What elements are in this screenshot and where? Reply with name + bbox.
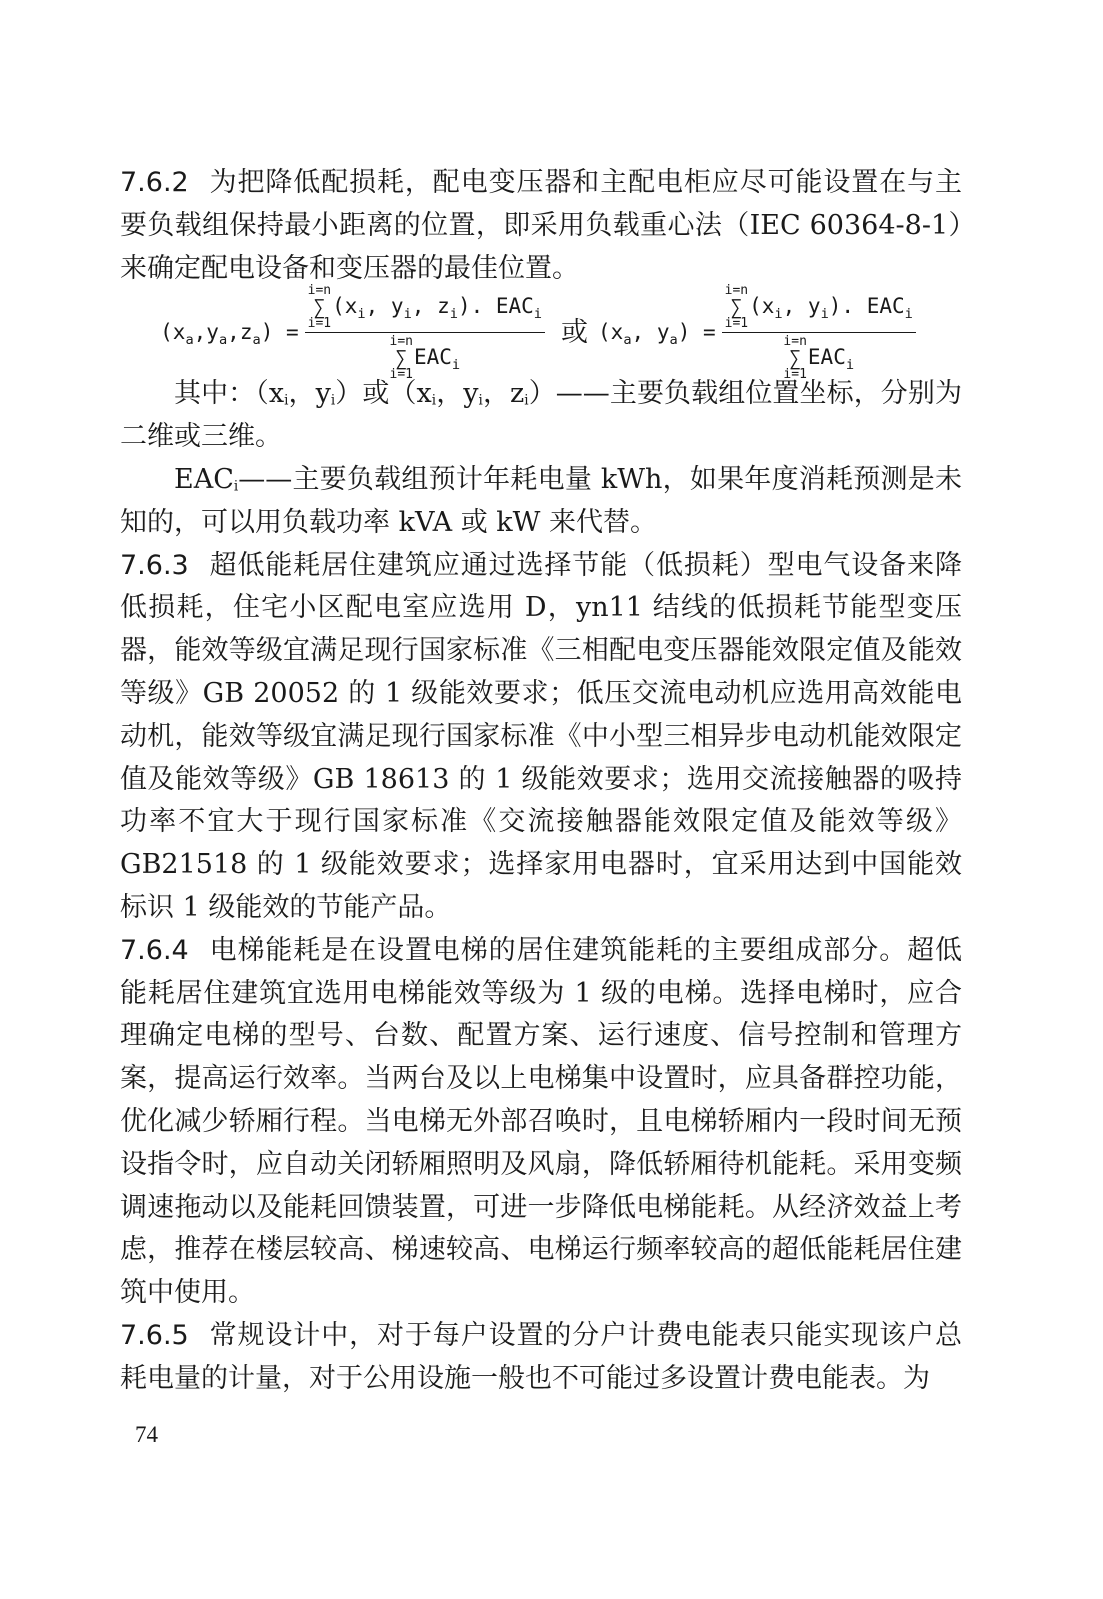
page-number: 74 — [135, 1422, 158, 1447]
clause-number: 7.6.5 — [120, 1319, 189, 1351]
formula-lhs-3d: $(x_a,y_a,z_a)$ = — [160, 320, 299, 349]
load-center-formula — [120, 282, 962, 382]
clause-number: 7.6.4 — [120, 934, 189, 966]
clause-7-6-4 — [120, 930, 962, 1315]
clause-text: 为把降低配损耗，配电变压器和主配电柜应尽可能设置在与主要负载组保持最小距离的位置，即采用负载重心法（IEC 60364-8-1）来确定配电设备和变压器的最佳位置。 — [120, 167, 962, 284]
clause-text: 常规设计中，对于每户设置的分户计费电能表只能实现该户总耗电量的计量，对于公用设施一般也不可能过多设置计费电能表。为 — [120, 1319, 962, 1394]
clause-text: 电梯能耗是在设置电梯的居住建筑能耗的主要组成部分。超低能耗居住建筑宜选用电梯能效等级为 1 级的电梯。选择电梯时，应合理确定电梯的型号、台数、配置方案、运行速度、信号控制和管理方案，提高运行效率。当两台及以上电梯集中设置时，应具备群控功能，优化减少轿厢行程。当电梯无外部召唤时，且电梯轿厢内一段时间无预设指令时，应自动关闭轿厢照明及风扇，降低轿厢待机能耗。采用变频调速拖动以及能耗回馈装置，可进一步降低电梯能耗。从经济效益上考虑，推荐在楼层较高、梯速较高、电梯运行频率较高的超低能耗居住建筑中使用。 — [120, 934, 962, 1309]
formula-fraction-3d — [305, 284, 545, 381]
sum-symbol: i=n ∑ i=1 — [389, 333, 413, 382]
clause-7-6-2 — [120, 162, 962, 290]
formula-fraction-2d — [722, 284, 916, 381]
clause-number: 7.6.2 — [120, 167, 189, 198]
clause-7-6-5 — [120, 1315, 962, 1401]
fraction-numerator: i=n ∑ i=1 ($x_i$, $y_i$, $z_i$). $EAC_i$ — [305, 284, 545, 333]
formula-or: 或 — [561, 316, 589, 348]
clause-text: 超低能耗居住建筑应通过选择节能（低损耗）型电气设备来降低损耗，住宅小区配电室应选用 D，yn11 结线的低损耗节能型变压器，能效等级宜满足现行国家标准《三相配电变压器能效限定值及能效等级》GB 20052 的 1 级能效要求；低压交流电动机应选用高效能电动机，能效等级宜满足现行国家标准《中小型三相异步电动机能效限定值及能效等级》GB 18613 的 1 级能效要求；选用交流接触器的吸持功率不宜大于现行国家标准《交流接触器能效限定值及能效等级》GB21518 的 1 级能效要求；选择家用电器时，宜采用达到中国能效标识 1 级能效的节能产品。 — [120, 549, 962, 923]
formula-where-note: 其中：（$x_i$，$y_i$）或（$x_i$，$y_i$，$z_i)——$主要负载组位置坐标，分别为二维或三维。 — [120, 378, 962, 453]
sum-symbol: i=n ∑ i=1 — [307, 282, 332, 331]
clause-7-6-3 — [120, 545, 962, 930]
formula-2d — [598, 284, 922, 381]
eac-definition: $EAC_i——$主要负载组预计年耗电量 kWh，如果年度消耗预测是未知的，可以用负载功率 kVA 或 kW 来代替。 — [120, 463, 962, 538]
sum-symbol: i=n ∑ i=1 — [783, 333, 807, 382]
clause-number: 7.6.3 — [120, 549, 189, 581]
fraction-denominator: i=n ∑ i=1 $EAC_i$ — [783, 333, 855, 382]
page-body — [120, 162, 962, 1401]
fraction-numerator: i=n ∑ i=1 ($x_i$, $y_i$). $EAC_i$ — [722, 284, 916, 333]
fraction-denominator: i=n ∑ i=1 $EAC_i$ — [389, 333, 461, 382]
formula-lhs-2d: ($x_a$, $y_a$) = — [598, 320, 716, 349]
formula-3d — [160, 284, 551, 381]
sum-symbol: i=n ∑ i=1 — [724, 282, 749, 331]
